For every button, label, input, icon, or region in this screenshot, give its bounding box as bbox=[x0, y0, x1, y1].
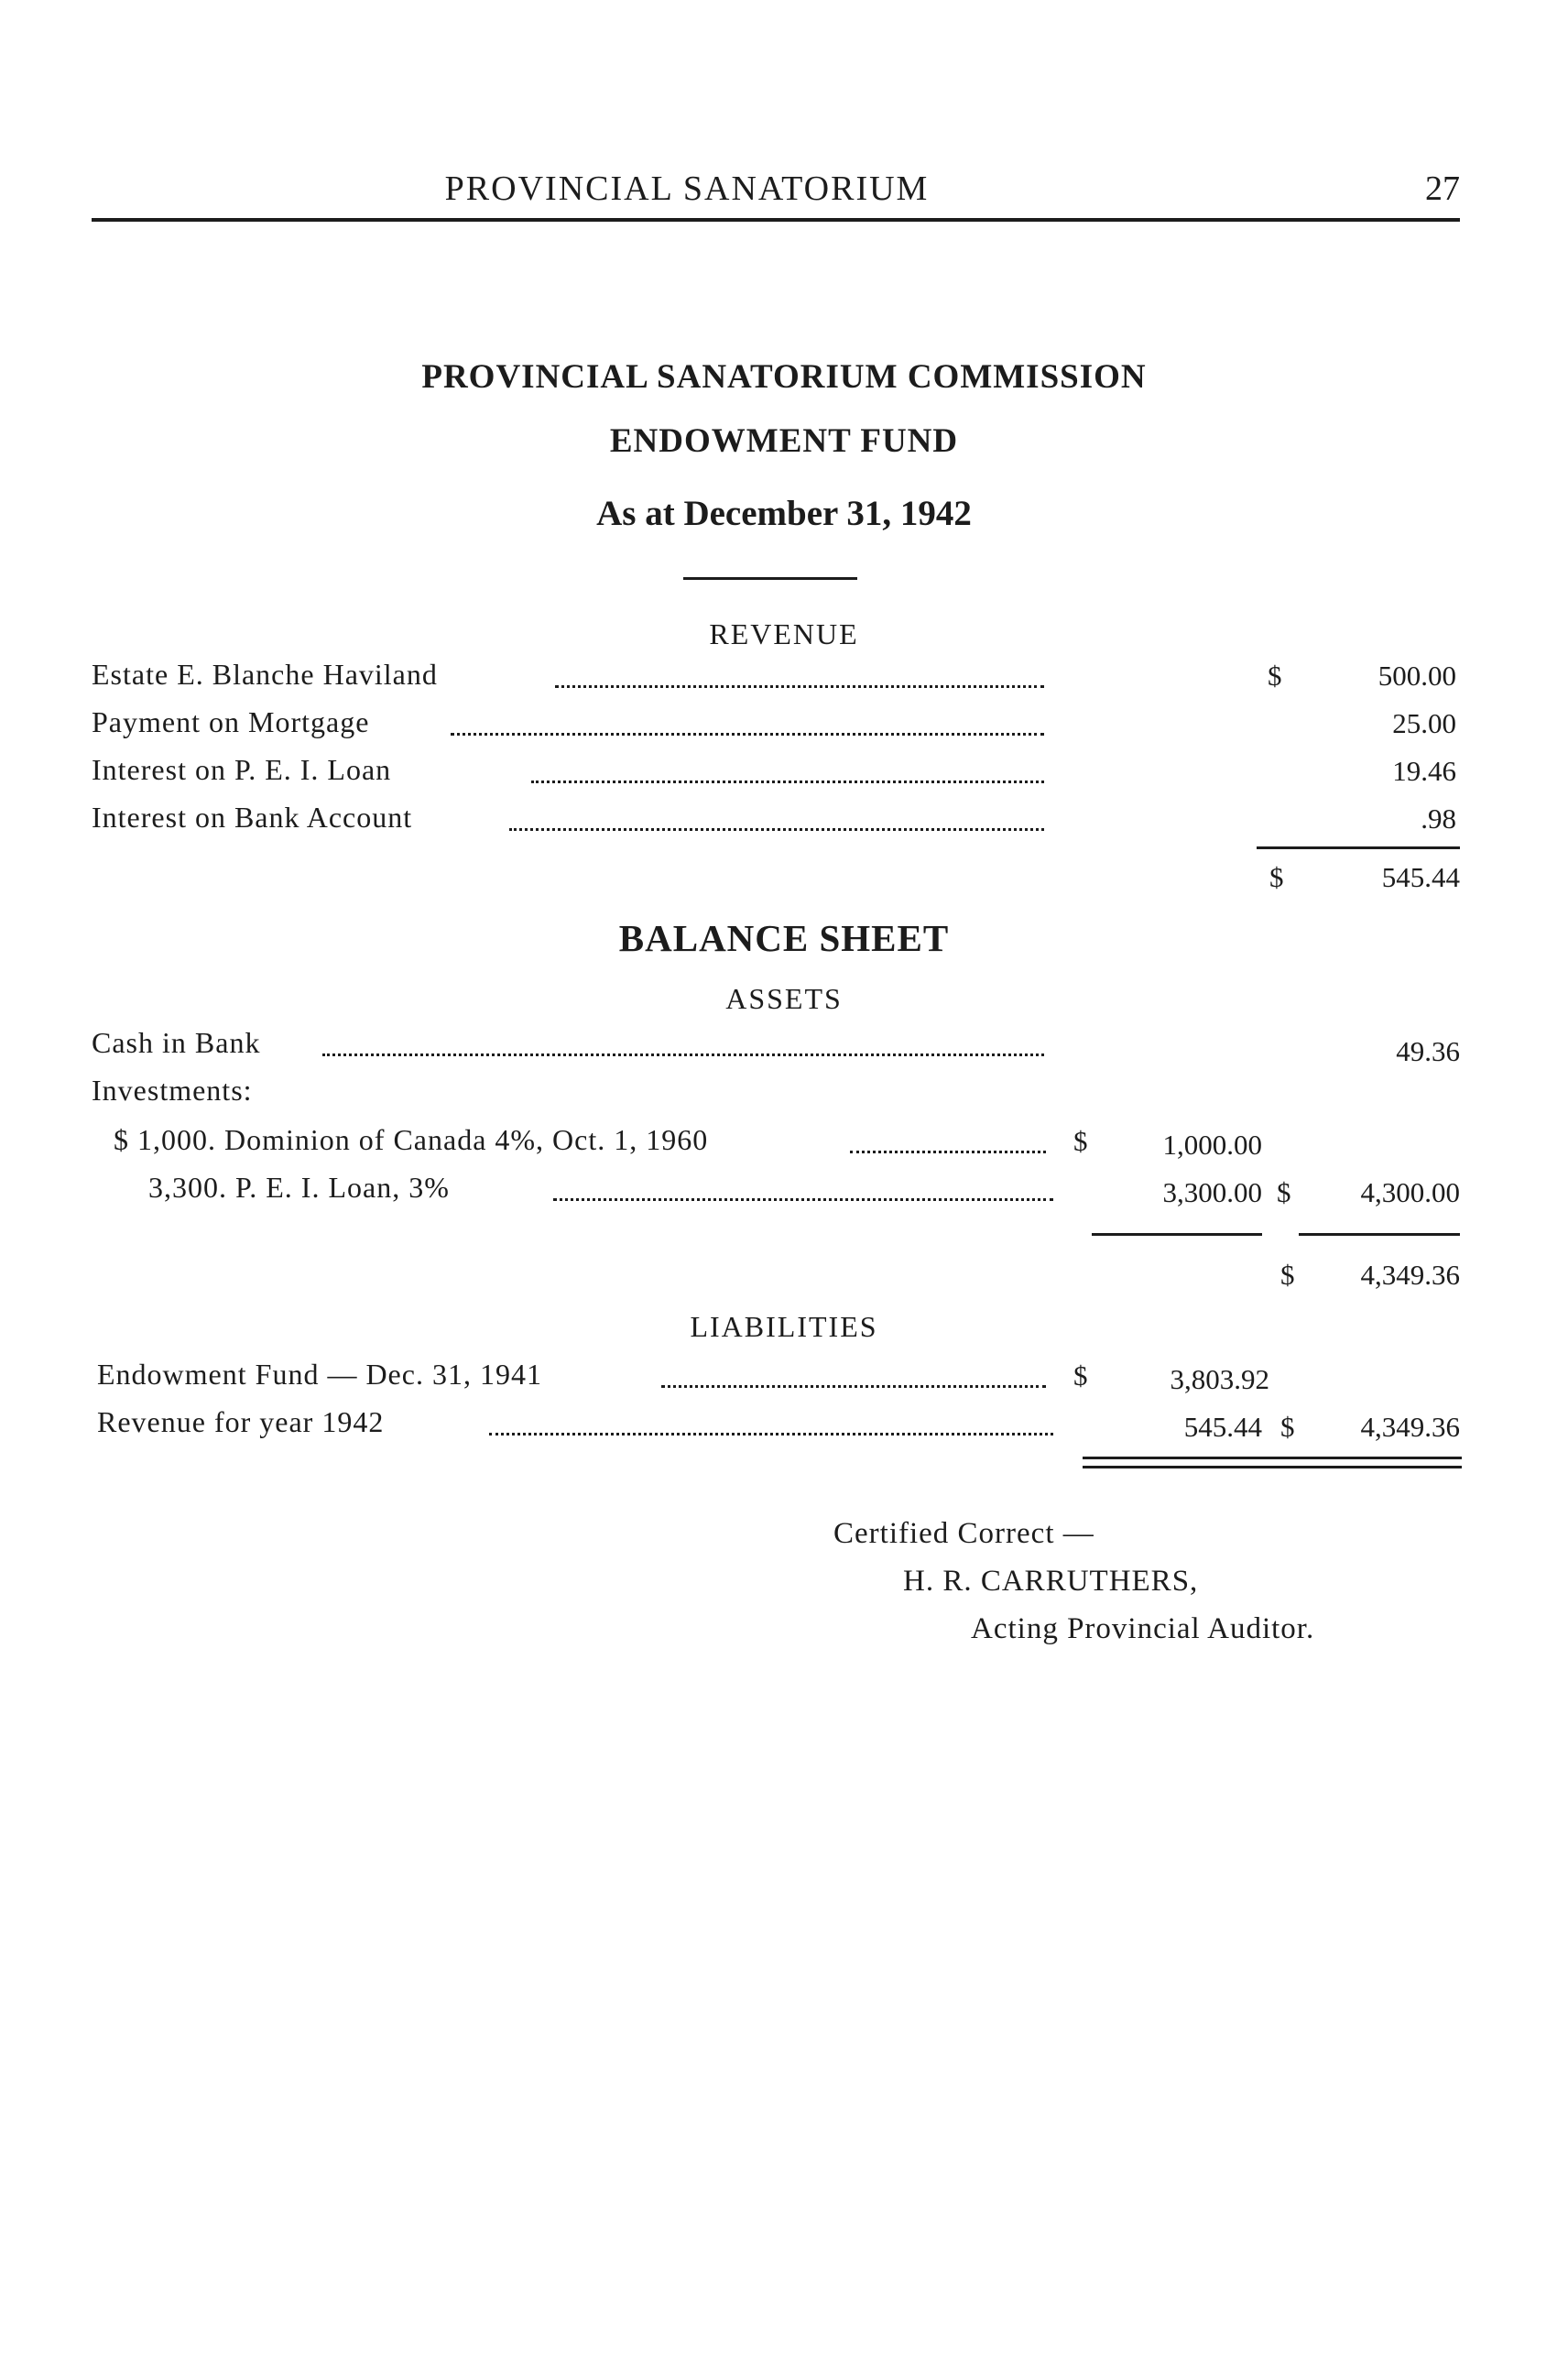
dot-leader bbox=[850, 1151, 1046, 1153]
dollar-sign: $ bbox=[1073, 1359, 1088, 1392]
revenue-label: Estate E. Blanche Haviland bbox=[92, 658, 438, 691]
dot-leader bbox=[531, 781, 1044, 783]
revenue-label: Interest on P. E. I. Loan bbox=[92, 753, 392, 786]
revenue-label: Payment on Mortgage bbox=[92, 705, 370, 738]
investment-total: 4,300.00 bbox=[1360, 1176, 1460, 1208]
revenue-amount: 19.46 bbox=[1392, 755, 1456, 787]
report-date: As at December 31, 1942 bbox=[596, 494, 972, 533]
revenue-amount: 25.00 bbox=[1392, 707, 1456, 739]
dollar-sign: $ bbox=[1280, 1259, 1295, 1291]
liabilities-total: 4,349.36 bbox=[1360, 1411, 1460, 1443]
revenue-amount: .98 bbox=[1421, 802, 1456, 835]
liability-label: Revenue for year 1942 bbox=[97, 1405, 385, 1438]
subtotal-rule bbox=[1092, 1233, 1262, 1236]
header-rule bbox=[92, 218, 1460, 222]
liabilities-heading: LIABILITIES bbox=[690, 1310, 878, 1343]
dot-leader bbox=[509, 828, 1044, 831]
dollar-sign: $ bbox=[1269, 861, 1284, 893]
assets-heading: ASSETS bbox=[725, 982, 843, 1015]
double-rule-bottom bbox=[1083, 1466, 1462, 1468]
dollar-sign: $ bbox=[1277, 1176, 1291, 1208]
liability-amount: 3,803.92 bbox=[1170, 1363, 1269, 1395]
dot-leader bbox=[322, 1053, 1044, 1056]
subtotal-rule bbox=[1299, 1233, 1460, 1236]
page-number: 27 bbox=[1425, 169, 1460, 208]
dot-leader bbox=[553, 1198, 1053, 1201]
auditor-title: Acting Provincial Auditor. bbox=[971, 1612, 1315, 1645]
asset-amount: 49.36 bbox=[1396, 1035, 1460, 1067]
revenue-amount: 500.00 bbox=[1377, 660, 1456, 692]
investments-label: Investments: bbox=[92, 1074, 253, 1107]
subtotal-rule bbox=[1257, 846, 1460, 849]
investment-amount: 3,300.00 bbox=[1162, 1176, 1262, 1208]
dot-leader bbox=[661, 1385, 1046, 1388]
investment-amount: 1,000.00 bbox=[1162, 1129, 1262, 1161]
certification-line: Certified Correct — bbox=[833, 1517, 1094, 1550]
title-divider bbox=[683, 577, 857, 580]
revenue-total: 545.44 bbox=[1381, 861, 1460, 893]
report-subtitle: ENDOWMENT FUND bbox=[609, 422, 959, 460]
liability-amount: 545.44 bbox=[1183, 1411, 1262, 1443]
dollar-sign: $ bbox=[1268, 660, 1282, 692]
auditor-name: H. R. CARRUTHERS, bbox=[903, 1565, 1199, 1598]
asset-label: Cash in Bank bbox=[92, 1026, 261, 1059]
liability-label: Endowment Fund — Dec. 31, 1941 bbox=[97, 1358, 542, 1391]
investment-label: 3,300. P. E. I. Loan, 3% bbox=[148, 1171, 450, 1204]
dollar-sign: $ bbox=[1280, 1411, 1295, 1443]
revenue-label: Interest on Bank Account bbox=[92, 801, 413, 834]
double-rule-top bbox=[1083, 1457, 1462, 1459]
investment-label: $ 1,000. Dominion of Canada 4%, Oct. 1, 1960 bbox=[114, 1123, 709, 1156]
balance-sheet-heading: BALANCE SHEET bbox=[618, 917, 950, 959]
dot-leader bbox=[489, 1433, 1053, 1436]
dot-leader bbox=[451, 733, 1044, 736]
report-title: PROVINCIAL SANATORIUM COMMISSION bbox=[421, 358, 1147, 396]
running-title: PROVINCIAL SANATORIUM bbox=[444, 169, 930, 208]
revenue-heading: REVENUE bbox=[709, 617, 859, 650]
assets-total: 4,349.36 bbox=[1360, 1259, 1460, 1291]
dot-leader bbox=[555, 685, 1044, 688]
dollar-sign: $ bbox=[1073, 1125, 1088, 1157]
